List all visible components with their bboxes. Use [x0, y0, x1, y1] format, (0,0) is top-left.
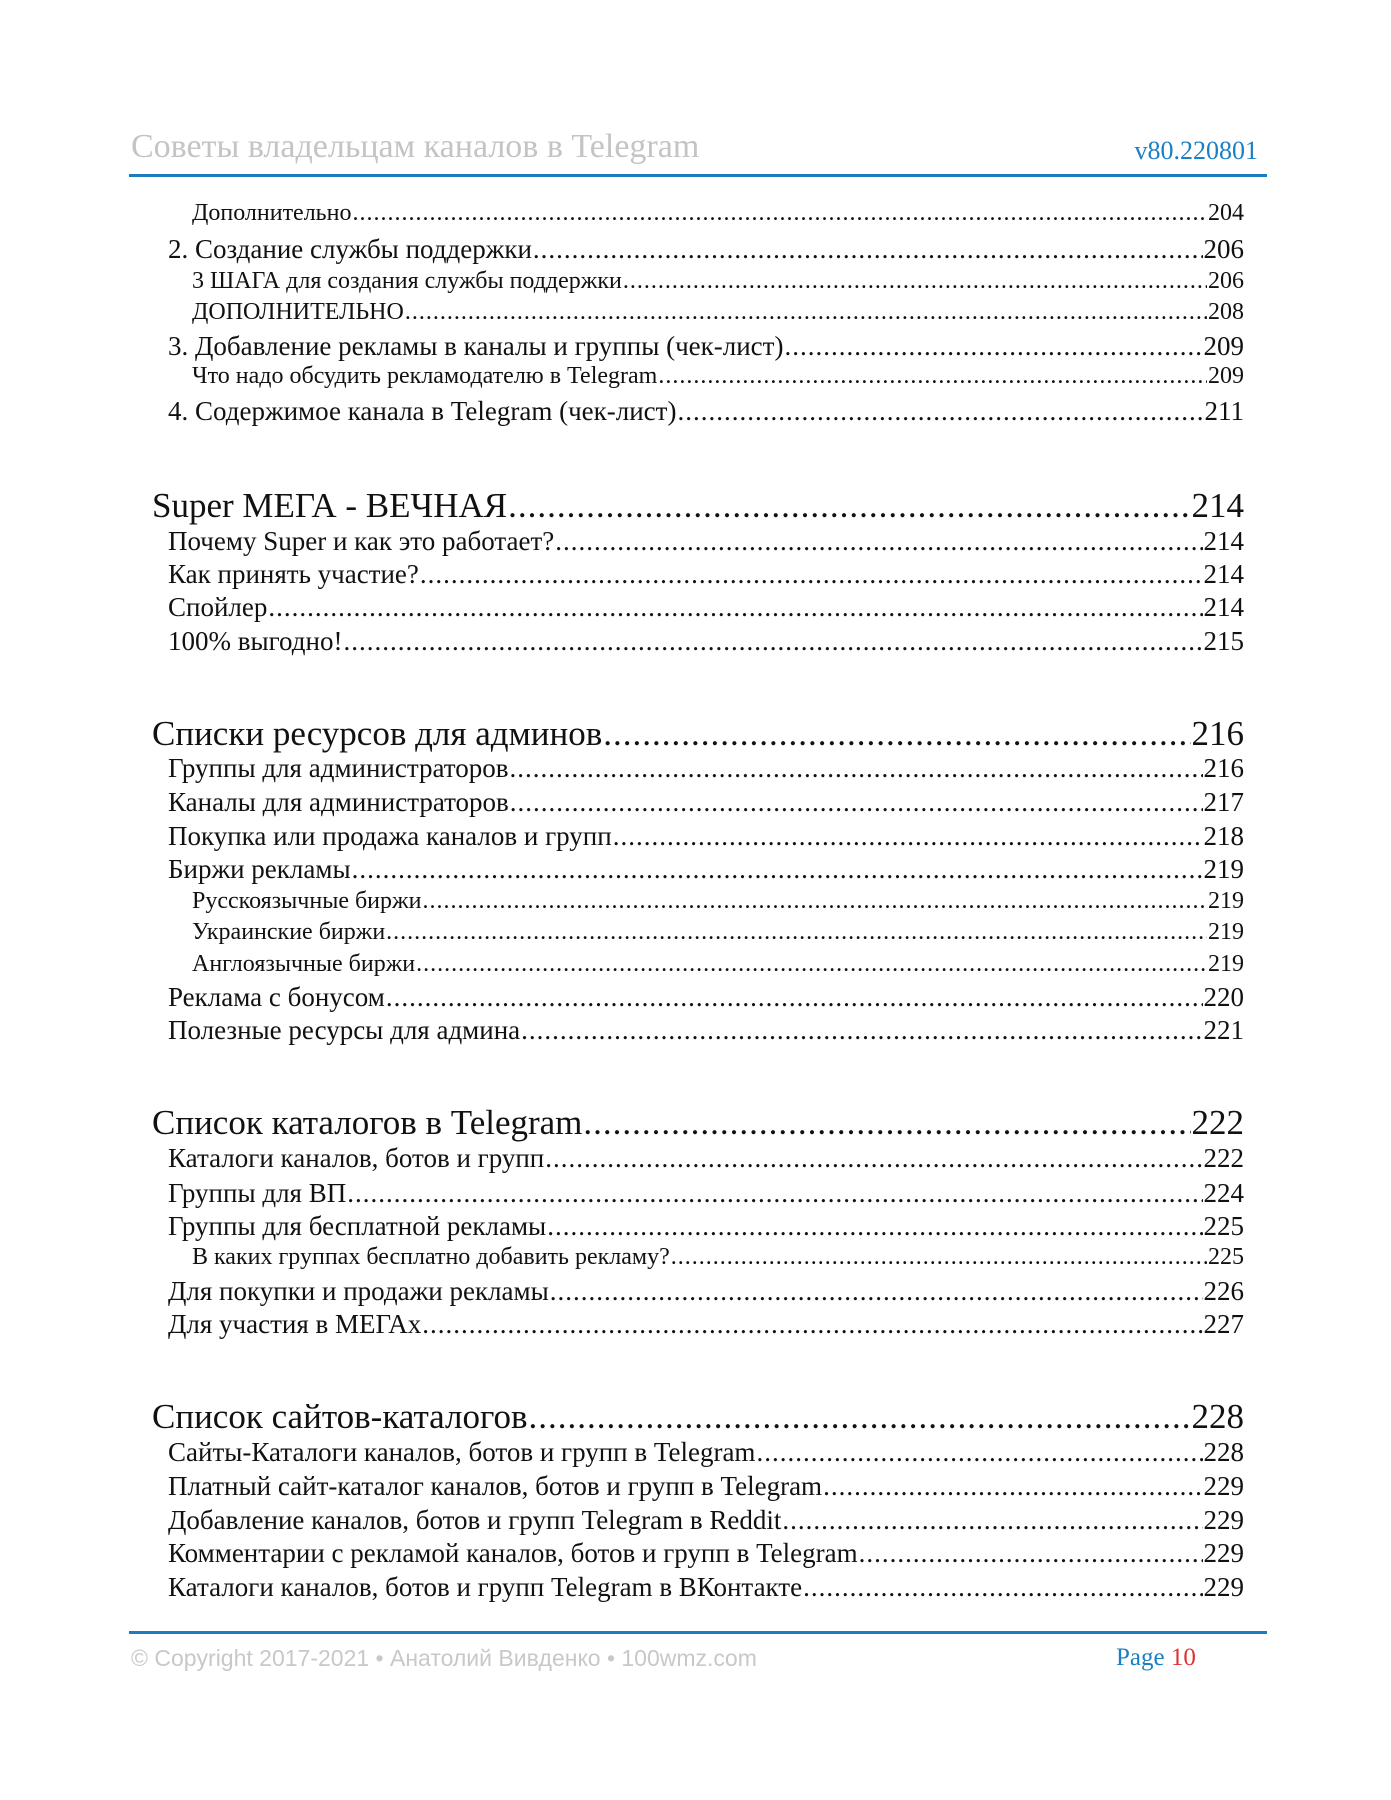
- toc-entry[interactable]: [192, 363, 1244, 390]
- page-indicator: [1116, 1644, 1196, 1672]
- toc-entry-title: Списки ресурсов для админов: [152, 714, 603, 753]
- toc-entry-page: 206: [1203, 234, 1244, 264]
- dot-leader: [803, 1572, 1202, 1603]
- dot-leader: [555, 526, 1202, 557]
- dot-leader: [623, 268, 1207, 295]
- dot-leader: [510, 787, 1203, 818]
- document-version: v80.220801: [1134, 136, 1258, 165]
- toc-entry[interactable]: [168, 396, 1244, 427]
- toc-entry-page: 222: [1191, 1103, 1244, 1142]
- toc-entry-title: Что надо обсудить рекламодателю в Telegram: [192, 363, 658, 389]
- toc-entry-page: 214: [1203, 526, 1244, 556]
- toc-entry-title: Для участия в МЕГАх: [168, 1309, 422, 1339]
- toc-entry-page: 218: [1203, 821, 1244, 851]
- dot-leader: [352, 200, 1207, 227]
- toc-entry-page: 219: [1203, 854, 1244, 884]
- footer-divider: [129, 1631, 1267, 1634]
- toc-entry-title: Как принять участие?: [168, 559, 419, 589]
- toc-entry-page: 217: [1203, 787, 1244, 817]
- toc-entry[interactable]: [192, 951, 1244, 978]
- toc-entry[interactable]: [168, 1572, 1244, 1603]
- toc-entry-title: Каналы для администраторов: [168, 787, 509, 817]
- toc-entry[interactable]: [168, 1276, 1244, 1307]
- toc-entry-title: Украинские биржи: [192, 919, 386, 945]
- toc-entry[interactable]: [168, 526, 1244, 557]
- dot-leader: [416, 951, 1207, 978]
- dot-leader: [347, 1178, 1202, 1209]
- dot-leader: [859, 1538, 1203, 1569]
- toc-entry[interactable]: [168, 1437, 1244, 1468]
- toc-entry-title: Группы для администраторов: [168, 753, 509, 783]
- toc-entry-title: Русскоязычные биржи: [192, 888, 422, 914]
- toc-entry[interactable]: [168, 1505, 1244, 1536]
- toc-entry-page: 224: [1203, 1178, 1244, 1208]
- toc-entry-page: 225: [1208, 1244, 1244, 1270]
- toc-entry-page: 214: [1203, 592, 1244, 622]
- toc-entry-title: 3. Добавление рекламы в каналы и группы (чек-лист): [168, 331, 784, 361]
- toc-entry-title: Список сайтов-каталогов: [152, 1397, 528, 1436]
- dot-leader: [756, 1437, 1202, 1468]
- dot-leader: [386, 919, 1207, 946]
- toc-entry-page: 208: [1208, 299, 1244, 325]
- toc-entry-title: Для покупки и продажи рекламы: [168, 1276, 549, 1306]
- toc-entry[interactable]: [168, 234, 1244, 265]
- dot-leader: [405, 299, 1207, 326]
- toc-entry[interactable]: [192, 919, 1244, 946]
- dot-leader: [677, 396, 1203, 427]
- toc-entry-title: Платный сайт-каталог каналов, ботов и групп в Telegram: [168, 1471, 823, 1501]
- toc-entry-page: 214: [1191, 486, 1244, 525]
- toc-entry[interactable]: [168, 1015, 1244, 1046]
- dot-leader: [603, 714, 1190, 754]
- dot-leader: [782, 1505, 1202, 1536]
- toc-entry-page: 228: [1191, 1397, 1244, 1436]
- toc-entry-title: Сайты-Каталоги каналов, ботов и групп в Telegram: [168, 1437, 756, 1467]
- header-divider: [129, 174, 1267, 177]
- dot-leader: [547, 1211, 1202, 1242]
- toc-entry-title: Реклама с бонусом: [168, 982, 385, 1012]
- toc-entry[interactable]: [168, 626, 1244, 657]
- toc-entry-title: Спойлер: [168, 592, 268, 622]
- toc-entry[interactable]: [168, 1178, 1244, 1209]
- dot-leader: [658, 363, 1207, 390]
- toc-entry-title: 3 ШАГА для создания службы поддержки: [192, 268, 622, 294]
- toc-entry[interactable]: [168, 1471, 1244, 1502]
- dot-leader: [671, 1244, 1207, 1271]
- dot-leader: [784, 331, 1202, 362]
- dot-leader: [533, 234, 1203, 265]
- footer-copyright: © Copyright 2017-2021 • Анатолий Вивденко • 100wmz.com: [131, 1645, 757, 1671]
- toc-entry-title: 100% выгодно!: [168, 626, 343, 656]
- toc-entry-title: Группы для бесплатной рекламы: [168, 1211, 547, 1241]
- document-title: Советы владельцам каналов в Telegram: [131, 128, 700, 165]
- toc-chapter-entry[interactable]: [152, 1103, 1244, 1143]
- toc-entry-page: 225: [1203, 1211, 1244, 1241]
- toc-entry-title: Биржи рекламы: [168, 854, 351, 884]
- toc-entry-title: Почему Super и как это работает?: [168, 526, 555, 556]
- toc-entry-title: Комментарии с рекламой каналов, ботов и групп в Telegram: [168, 1538, 858, 1568]
- toc-entry-title: В каких группах бесплатно добавить рекламу?: [192, 1244, 670, 1270]
- toc-entry[interactable]: [168, 1143, 1244, 1174]
- toc-entry[interactable]: [168, 592, 1244, 623]
- toc-entry-page: 216: [1191, 714, 1244, 753]
- page-label: Page: [1116, 1644, 1165, 1671]
- toc-entry-title: Каталоги каналов, ботов и групп: [168, 1143, 545, 1173]
- dot-leader: [521, 1015, 1202, 1046]
- toc-entry-page: 219: [1208, 919, 1244, 945]
- toc-chapter-entry[interactable]: [152, 1397, 1244, 1437]
- toc-entry-page: 229: [1203, 1471, 1244, 1501]
- toc-chapter-entry[interactable]: [152, 486, 1244, 526]
- dot-leader: [420, 559, 1203, 590]
- toc-entry[interactable]: [168, 1309, 1244, 1340]
- toc-entry-title: Группы для ВП: [168, 1178, 347, 1208]
- dot-leader: [528, 1397, 1190, 1437]
- toc-entry-page: 204: [1208, 200, 1244, 226]
- toc-entry[interactable]: [192, 268, 1244, 295]
- toc-entry-page: 209: [1208, 363, 1244, 389]
- toc-entry-page: 226: [1203, 1276, 1244, 1306]
- toc-entry-title: ДОПОЛНИТЕЛЬНО: [192, 299, 404, 325]
- toc-entry[interactable]: [168, 787, 1244, 818]
- toc-entry-page: 229: [1203, 1538, 1244, 1568]
- toc-entry[interactable]: [168, 854, 1244, 885]
- toc-entry-page: 219: [1208, 951, 1244, 977]
- toc-entry-page: 215: [1203, 626, 1244, 656]
- dot-leader: [352, 854, 1203, 885]
- page-number: 10: [1170, 1644, 1196, 1671]
- toc-entry-page: 214: [1203, 559, 1244, 589]
- toc-entry-title: Список каталогов в Telegram: [152, 1103, 583, 1142]
- toc-entry[interactable]: [192, 1244, 1244, 1271]
- toc-entry-title: Полезные ресурсы для админа: [168, 1015, 521, 1045]
- toc-entry-page: 220: [1203, 982, 1244, 1012]
- dot-leader: [386, 982, 1203, 1013]
- toc-entry-page: 229: [1203, 1572, 1244, 1602]
- toc-entry-page: 209: [1203, 331, 1244, 361]
- dot-leader: [550, 1276, 1203, 1307]
- toc-entry[interactable]: [168, 559, 1244, 590]
- toc-entry-title: 2. Создание службы поддержки: [168, 234, 532, 264]
- toc-entry-title: Дополнительно: [192, 200, 352, 226]
- toc-entry-title: Покупка или продажа каналов и групп: [168, 821, 612, 851]
- toc-entry-title: Добавление каналов, ботов и групп Telegram в Reddit: [168, 1505, 782, 1535]
- toc-entry[interactable]: [168, 331, 1244, 362]
- toc-entry-page: 216: [1203, 753, 1244, 783]
- toc-entry-page: 222: [1203, 1143, 1244, 1173]
- dot-leader: [545, 1143, 1202, 1174]
- toc-entry-page: 219: [1208, 888, 1244, 914]
- dot-leader: [422, 888, 1207, 915]
- dot-leader: [268, 592, 1202, 623]
- toc-entry-title: Каталоги каналов, ботов и групп Telegram в ВКонтакте: [168, 1572, 803, 1602]
- toc-entry-page: 229: [1203, 1505, 1244, 1535]
- toc-entry-page: 206: [1208, 268, 1244, 294]
- toc-entry-page: 211: [1204, 396, 1244, 426]
- toc-entry-page: 228: [1203, 1437, 1244, 1467]
- toc-entry[interactable]: [192, 200, 1244, 227]
- toc-entry[interactable]: [192, 888, 1244, 915]
- toc-entry[interactable]: [168, 753, 1244, 784]
- toc-entry-title: 4. Содержимое канала в Telegram (чек-лист): [168, 396, 677, 426]
- dot-leader: [422, 1309, 1202, 1340]
- dot-leader: [508, 486, 1190, 526]
- toc-entry[interactable]: [168, 1211, 1244, 1242]
- toc-chapter-entry[interactable]: [152, 714, 1244, 754]
- dot-leader: [823, 1471, 1202, 1502]
- toc-entry-title: Super МЕГА - ВЕЧНАЯ: [152, 486, 508, 525]
- toc-entry-page: 221: [1203, 1015, 1244, 1045]
- toc-entry-title: Англоязычные биржи: [192, 951, 416, 977]
- dot-leader: [343, 626, 1202, 657]
- toc-entry[interactable]: [168, 1538, 1244, 1569]
- toc-entry[interactable]: [192, 299, 1244, 326]
- toc-entry[interactable]: [168, 982, 1244, 1013]
- dot-leader: [613, 821, 1203, 852]
- toc-entry-page: 227: [1203, 1309, 1244, 1339]
- dot-leader: [583, 1103, 1190, 1143]
- dot-leader: [509, 753, 1202, 784]
- toc-entry[interactable]: [168, 821, 1244, 852]
